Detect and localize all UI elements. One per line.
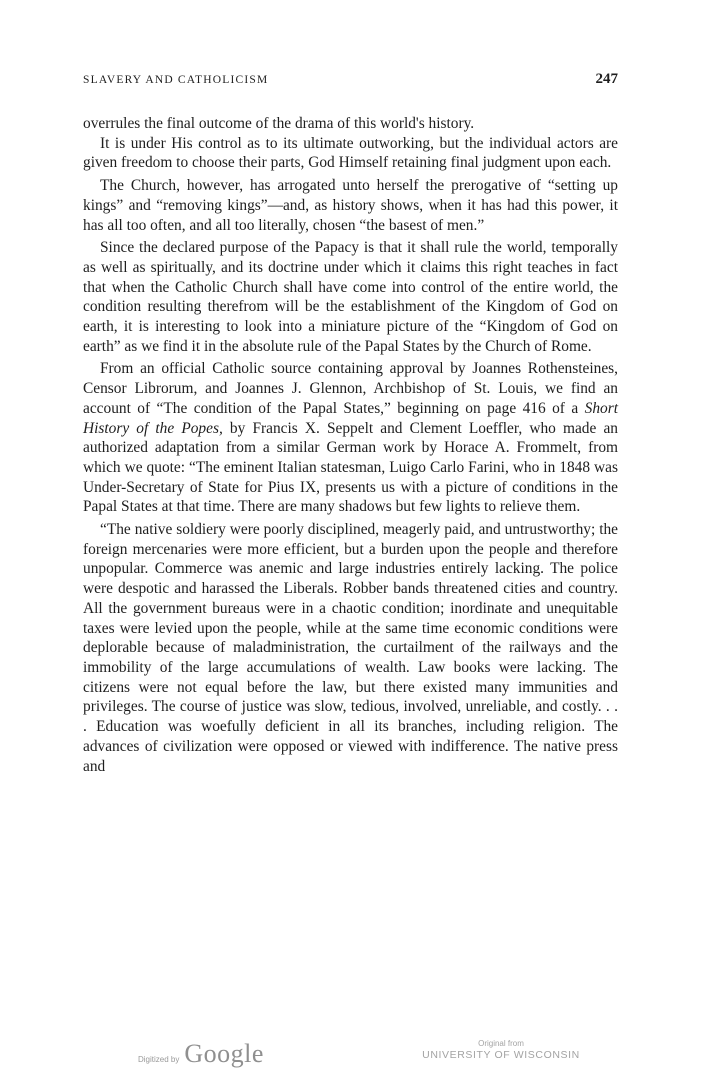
running-title: SLAVERY AND CATHOLICISM	[83, 74, 269, 86]
digitized-label: Digitized by	[138, 1055, 180, 1064]
paragraph-3: The Church, however, has arrogated unto herself the prerogative of “setting up kings” and “removing kings”—and, as history shows, when it has had this power, it has all too often, and all too literally, chosen “the basest of men.”	[83, 177, 618, 234]
institution-name: UNIVERSITY OF WISCONSIN	[422, 1049, 580, 1061]
digitized-by-google	[138, 1039, 264, 1069]
paragraph-2: It is under His control as to its ultimate outworking, but the individual actors are given freedom to choose their parts, God Himself retaining final judgment upon each.	[83, 134, 618, 172]
original-label: Original from	[478, 1039, 524, 1048]
original-from-credit	[410, 1038, 592, 1062]
paragraph-1: overrules the final outcome of the drama of this world's history.	[83, 115, 475, 132]
running-head	[83, 70, 618, 94]
paragraph-5	[83, 359, 618, 517]
paragraph-6: “The native soldiery were poorly disciplined, meagerly paid, and untrustworthy; the foreign mercenaries were more efficient, but a burden upon the people and therefore unpopular. Commerce was anemic and large industries entirely lacking. The police were despotic and harassed the Liberals. Robber bands threatened cities and country. All the government bureaus were in a chaotic condition; inordinate and unequitable taxes were levied upon the people, while at the same time economic conditions were deplorable because of maladministration, the curtailment of the railways and the immobility of the large accumulations of wealth. Law books were lacking. The citizens were not equal before the law, but there existed many immunities and privileges. The course of justice was slow, tedious, involved, unreliable, and costly. . . . Education was woefully deficient in all its branches, including religion. The advances of civilization were opposed or viewed with indifference. The native press and	[83, 521, 618, 775]
book-title: Short History of the Popes,	[83, 399, 618, 437]
page-number: 247	[595, 71, 618, 87]
paragraph-5-text-start: From an official Catholic source containing approval by Joannes Rothensteines, Censor Librorum, and Joannes J. Glennon, Archbishop of St. Louis, we find an account of “The condition of the Papal States,” beginning on page 416 of a	[83, 360, 618, 417]
paragraph-5-text-end: by Francis X. Seppelt and Clement Loeffler, who made an authorized adaptation from a similar German work by Horace A. Frommelt, from which we quote: “The eminent Italian statesman, Luigo Carlo Farini, who in 1848 was Under-Secretary of State for Pius IX, presents us with a picture of conditions in the Papal States at that time. There are many shadows but few lights to relieve them.	[83, 419, 618, 516]
paragraph-4: Since the declared purpose of the Papacy is that it shall rule the world, temporally as well as spiritually, and its doctrine under which it claims this right teaches in fact that when the Catholic Church shall have come into control of the entire world, the condition resulting therefrom will be the establishment of the Kingdom of God on earth, it is interesting to look into a miniature picture of the “Kingdom of God on earth” as we find it in the absolute rule of the Papal States by the Church of Rome.	[83, 239, 618, 355]
body-text	[83, 114, 618, 776]
google-logo: Google	[184, 1039, 264, 1068]
book-page	[83, 70, 618, 776]
scan-footer	[0, 1032, 711, 1072]
